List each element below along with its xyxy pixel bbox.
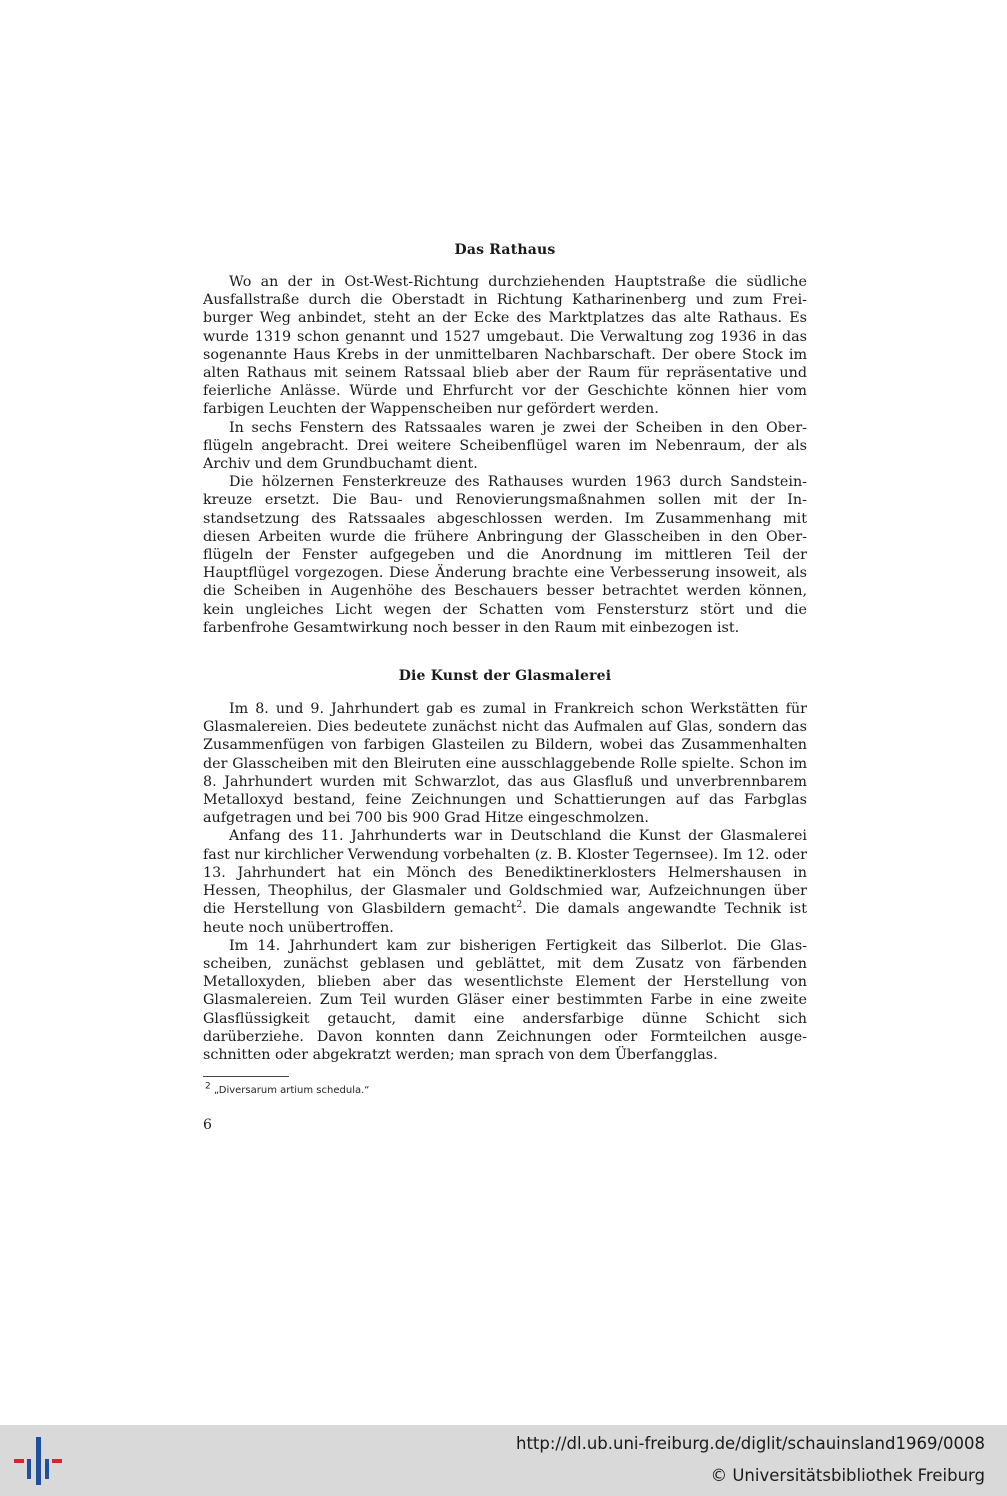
paragraph <box>203 827 807 936</box>
paragraph: Im 8. und 9. Jahrhundert gab es zumal in Frankreich schon Werkstätten für Glasmalereien. Dies bedeutete zunächst nicht das Aufmalen auf Glas, sondern das Zusammenfügen von farbigen Glasteilen zu Bildern, wobei das Zusammenhalten der Glasscheiben mit den Bleiruten eine ausschlaggebende Rolle spielte. Schon im 8. Jahrhundert wurden mit Schwarzlot, das aus Glasfluß und unverbrennbarem Metalloxyd bestand, feine Zeichnungen und Schattierungen auf das Farbglas aufgetragen und bei 700 bis 900 Grad Hitze eingeschmolzen. <box>203 701 807 827</box>
document-url-link[interactable]: http://dl.ub.uni-freiburg.de/diglit/schauinsland1969/0008 <box>515 1434 985 1453</box>
logo-blue-tall <box>36 1437 41 1485</box>
page-number: 6 <box>203 1117 212 1134</box>
library-logo-icon <box>14 1437 64 1485</box>
footnote-text: „Diversarum artium schedula.“ <box>213 1085 370 1097</box>
footnote <box>205 1081 807 1097</box>
footer-bar <box>0 1425 1007 1496</box>
footnote-number: 2 <box>205 1081 211 1092</box>
footnote-reference: 2 <box>516 900 523 911</box>
logo-red-left <box>14 1459 24 1463</box>
copyright-notice: © Universitätsbibliothek Freiburg <box>710 1466 985 1485</box>
footnote-divider <box>203 1076 289 1077</box>
paragraph: Die hölzernen Fensterkreuze des Rathauses wurden 1963 durch Sandsteinkreuze ersetzt. Die Bau- und Renovierungsmaßnahmen sollen mit der Instandsetzung des Ratssaales abgeschlossen werden. Im Zusammenhang mit diesen Arbeiten wurde die frühere Anbringung der Glasscheiben in den Oberflügeln der Fenster aufgegeben und die Anordnung im mittleren Teil der Hauptflügel vorgezogen. Diese Änderung brachte eine Verbesserung insoweit, als die Scheiben in Augenhöhe des Beschauers besser betrachtet werden können, kein ungleiches Licht wegen der Schatten vom Fenstersturz stört und die farbenfrohe Gesamtwirkung noch besser in den Raum mit einbezogen ist. <box>203 474 807 636</box>
logo-red-right <box>52 1459 62 1463</box>
paragraph: In sechs Fenstern des Ratssaales waren je zwei der Scheiben in den Oberflügeln angebracht. Drei weitere Scheibenflügel waren im Nebenraum, der als Archiv und dem Grundbuchamt dient. <box>203 419 807 473</box>
paragraph: Im 14. Jahrhundert kam zur bisherigen Fertigkeit das Silberlot. Die Glasscheiben, zunächst geblasen und geblättet, mit dem Zusatz von färbenden Metalloxyden, blieben aber das wesentlichste Element der Herstellung von Glasmalereien. Zum Teil wurden Gläser einer bestimmten Farbe in eine zweite Glasflüssigkeit getaucht, damit eine andersfarbige dünne Schicht sich darüberziehe. Davon konnten dann Zeichnungen oder Formteilchen ausgeschnitten oder abgekratzt werden; man sprach von dem Überfangglas. <box>203 937 807 1063</box>
section-title: Die Kunst der Glasmalerei <box>398 668 612 685</box>
logo-blue-short-right <box>45 1459 49 1479</box>
page-content <box>203 240 807 1133</box>
paragraph: Wo an der in Ost-West-Richtung durchziehenden Hauptstraße die südliche Ausfallstraße durch die Oberstadt in Richtung Katharinenberg und zum Freiburger Weg anbindet, steht an der Ecke des Marktplatzes das alte Rathaus. Es wurde 1319 schon genannt und 1527 umgebaut. Die Verwaltung zog 1936 in das sogenannte Haus Krebs in der unmittelbaren Nachbarschaft. Der obere Stock im alten Rathaus mit seinem Ratssaal blieb aber der Raum für repräsentative und feierliche Anlässe. Würde und Ehrfurcht vor der Geschichte können hier vom farbigen Leuchten der Wappenscheiben nur gefördert werden. <box>203 274 807 418</box>
section-title: Das Rathaus <box>454 242 556 258</box>
logo-blue-short-left <box>27 1459 31 1479</box>
paragraph-text: Anfang des 11. Jahrhunderts war in Deutschland die Kunst der Glasmalerei fast nur kirchlicher Verwendung vorbehalten (z. B. Kloster Tegernsee). Im 12. oder 13. Jahrhundert hat ein Mönch des Benediktinerklosters Helmershausen in Hessen, Theophilus, der Glasmaler und Goldschmied war, Aufzeichnungen über die Herstellung von Glasbildern gemacht <box>203 828 807 918</box>
paragraph-text-tail: . Die damals angewandte Technik ist heute noch unübertroffen. <box>203 901 807 936</box>
